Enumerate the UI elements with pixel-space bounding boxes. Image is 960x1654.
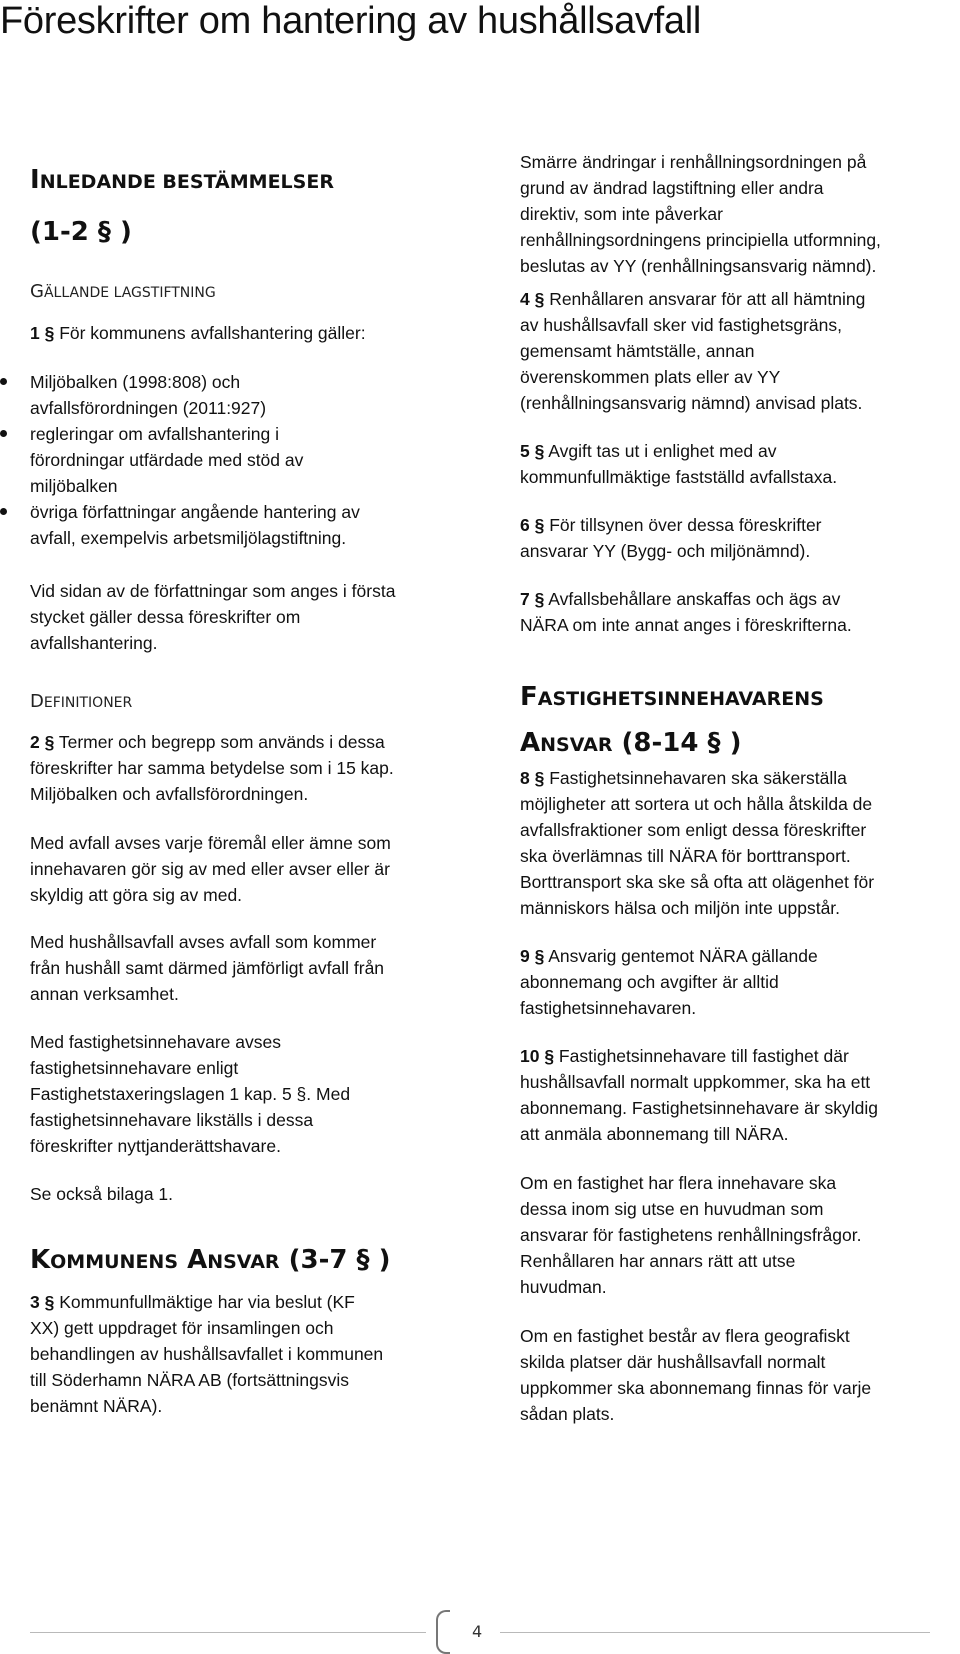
- list-item: Miljöbalken (1998:808) och avfallsförordningen (2011:927): [30, 369, 450, 421]
- heading-gallande-lagstiftning: GÄLLANDE LAGSTIFTNING: [30, 281, 216, 302]
- bullet-icon: [0, 508, 7, 515]
- paragraph-flera-platser: Om en fastighet består av flera geografiskt skilda platser där hushållsavfall normalt uppkommer ska abonnemang finnas för varje sådan plats.: [520, 1326, 872, 1424]
- paragraph-1: 1 § För kommunens avfallshantering gäller:: [30, 323, 366, 343]
- brace-icon: [436, 1610, 450, 1654]
- paragraph-flera-innehavare: Om en fastighet har flera innehavare ska dessa inom sig utse en huvudman som ansvarar för fastighetens renhållningsfrågor. Renhållaren har annars rätt att utse huvudman.: [520, 1173, 862, 1297]
- list-item: regleringar om avfallshantering i förordningar utfärdade med stöd av miljöbalken: [30, 421, 450, 499]
- page-number: 4: [472, 1622, 483, 1641]
- page-footer: [0, 1610, 960, 1654]
- paragraph-7: 7 § Avfallsbehållare anskaffas och ägs av NÄRA om inte annat anges i föreskrifterna.: [520, 589, 852, 635]
- paragraph-6: 6 § För tillsynen över dessa föreskrifter ansvarar YY (Bygg- och miljönämnd).: [520, 515, 822, 561]
- bullet-icon: [0, 430, 7, 437]
- document-title: Föreskrifter om hantering av hushållsavfall: [0, 0, 701, 42]
- paragraph-vid-sidan: Vid sidan av de författningar som anges i första stycket gäller dessa föreskrifter om avfallshantering.: [30, 581, 396, 653]
- paragraph-5: 5 § Avgift tas ut i enlighet med av kommunfullmäktige fastställd avfallstaxa.: [520, 441, 838, 487]
- paragraph-se-ocksa: Se också bilaga 1.: [30, 1184, 174, 1204]
- paragraph-2: 2 § Termer och begrepp som används i dessa föreskrifter har samma betydelse som i 15 kap. Miljöbalken och avfallsförordningen.: [30, 732, 394, 804]
- heading-fastighetsinnehavarens-ansvar: FASTIGHETSINNEHAVARENS ANSVAR (8-14 § ): [520, 682, 824, 758]
- footer-rule-right: [500, 1632, 930, 1633]
- heading-inledande-bestammelser: INLEDANDE BESTÄMMELSER (1-2 § ): [30, 165, 334, 247]
- list-item: övriga författningar angående hantering av avfall, exempelvis arbetsmiljölagstiftning.: [30, 499, 450, 551]
- bullet-icon: [0, 378, 7, 385]
- paragraph-fastighetsinnehavare: Med fastighetsinnehavare avses fastighetsinnehavare enligt Fastighetstaxeringslagen 1 kap. 5 §. Med fastighetsinnehavare likställs i dessa föreskrifter nyttjanderättshavare.: [30, 1032, 351, 1156]
- heading-kommunens-ansvar: KOMMUNENS ANSVAR (3-7 § ): [30, 1245, 391, 1275]
- heading-definitioner: DEFINITIONER: [30, 691, 133, 712]
- paragraph-10: 10 § Fastighetsinnehavare till fastighet där hushållsavfall normalt uppkommer, ska ha ett abonnemang. Fastighetsinnehavare är skyldig att anmäla abonnemang till NÄRA.: [520, 1046, 878, 1144]
- paragraph-avfall: Med avfall avses varje föremål eller ämne som innehavaren gör sig av med eller avser eller är skyldig att göra sig av med.: [30, 833, 391, 905]
- paragraph-8: 8 § Fastighetsinnehavaren ska säkerställa möjligheter att sortera ut och hålla åtskilda de avfallsfraktioner som enligt dessa föreskrifter ska överlämnas till NÄRA för borttransport. Borttransport ska ske så ofta att olägenhet för människors hälsa och miljön inte uppstår.: [520, 768, 875, 918]
- paragraph-9: 9 § Ansvarig gentemot NÄRA gällande abonnemang och avgifter är alltid fastighetsinnehavaren.: [520, 946, 818, 1018]
- paragraph-smarre-andringar: Smärre ändringar i renhållningsordningen på grund av ändrad lagstiftning eller andra direktiv, som inte påverkar renhållningsordningens principiella utformning, beslutas av YY (renhållningsansvarig nämnd).: [520, 152, 881, 276]
- paragraph-4: 4 § Renhållaren ansvarar för att all hämtning av hushållsavfall sker vid fastighetsgräns, gemensamt hämtställe, annan överenskommen plats eller av YY (renhållningsansvarig nämnd) anvisad plats.: [520, 289, 866, 413]
- footer-rule-left: [30, 1632, 426, 1633]
- paragraph-hushallsavfall: Med hushållsavfall avses avfall som kommer från hushåll samt därmed jämförligt avfall från annan verksamhet.: [30, 932, 385, 1004]
- paragraph-3: 3 § Kommunfullmäktige har via beslut (KF XX) gett uppdraget för insamlingen och behandlingen av hushållsavfallet i kommunen till Söderhamn NÄRA AB (fortsättningsvis benämnt NÄRA).: [30, 1292, 384, 1416]
- legislation-list: [30, 369, 450, 551]
